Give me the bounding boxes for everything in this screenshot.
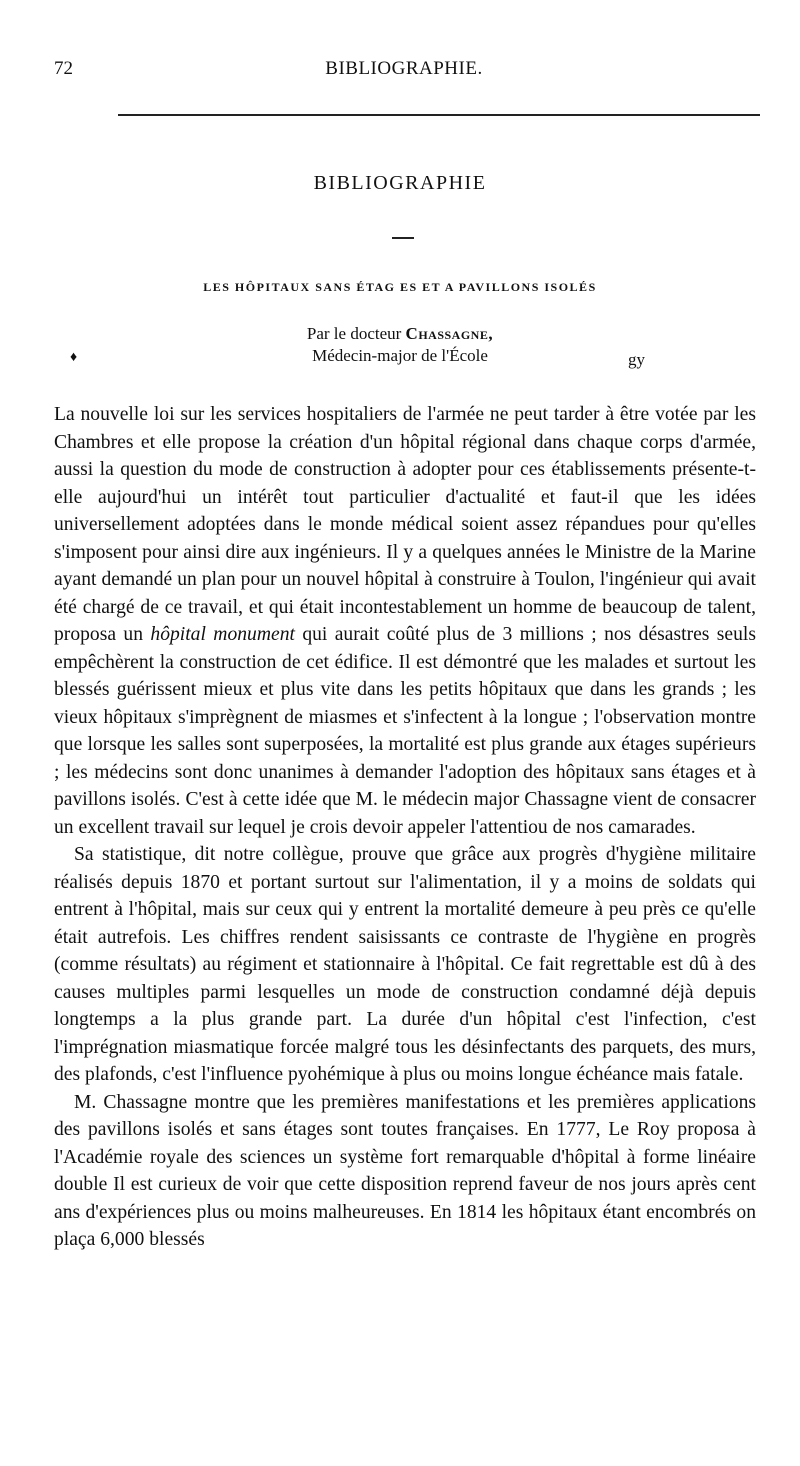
paragraph-1-emphasis: hôpital monument [150, 624, 295, 645]
paragraph-1-text-a: La nouvelle loi sur les services hospitaliers de l'armée ne peut tarder à être votée par les Chambres et elle propose la création d'un hôpital régional dans chaque corps d'armée, aussi la question du mode de construction à adopter pour ces établissements présente-t-elle aujourd'hui un intérêt tout particulier d'actualité et faut-il que les idées universellement adoptées dans le monde médical soient assez répandues pour qu'elles s'imposent pour ainsi dire aux ingénieurs. Il y a quelques années le Ministre de la Marine ayant demandé un plan pour un nouvel hôpital à construire à Toulon, l'ingénieur qui avait été chargé de ce travail, et qui était incontestablement un homme de beaucoup de talent, proposa un [54, 404, 756, 645]
paragraph-2: Sa statistique, dit notre collègue, prouve que grâce aux progrès d'hygiène militaire réalisés depuis 1870 et portant surtout sur l'alimentation, il y a moins de soldats qui entrent à l'hôpital, mais sur ceux qui y entrent la mortalité demeure à peu près ce qu'elle était autrefois. Les chiffres rendent saisissants ce contraste de l'hygiène en progrès (comme résultats) au régiment et stationnaire à l'hôpital. Ce fait regrettable est dû à des causes multiples parmi lesquelles un mode de construction condamné déjà depuis longtemps a la plus grande part. La durée d'un hôpital c'est l'infection, c'est l'imprégnation miasmatique forcée malgré tous les désinfectants des parquets, des murs, des plafonds, c'est l'influence pyohémique à plus ou moins longue échéance mais fatale. [54, 844, 756, 1085]
paragraph-1-text-b: qui aurait coûté plus de 3 millions ; nos désastres seuls empêchèrent la construction de cet édifice. Il est démontré que les malades et surtout les blessés guérissent mieux et plus vite dans les petits hôpitaux que dans les grands ; les vieux hôpitaux s'imprègnent de miasmes et s'infectent à la longue ; l'observation montre que lorsque les salles sont superposées, la mortalité est plus grande aux étages supérieurs ; les médecins sont donc unanimes à demander l'adoption des hôpitaux sans étages et à pavillons isolés. C'est à cette idée que M. le médecin major Chassagne vient de consacrer un excellent travail sur lequel je crois devoir appeler l'attentiou de nos camarades. [54, 624, 756, 838]
section-title: BIBLIOGRAPHIE [313, 172, 487, 194]
stray-mark-right: gy [628, 350, 645, 369]
author-line [0, 324, 800, 344]
paragraph-3: M. Chassagne montre que les premières manifestations et les premières applications des pavillons isolés et sans étages sont toutes françaises. En 1777, Le Roy proposa à l'Académie royale des sciences un système fort remarquable d'hôpital à forme linéaire double Il est curieux de voir que cette disposition reprend faveur de nos jours après cent ans d'expériences plus ou moins malheureuses. En 1814 les hôpitaux étant encombrés on plaça 6,000 blessés [54, 1091, 756, 1250]
article-body [54, 401, 756, 1254]
running-title: BIBLIOGRAPHIE. [325, 58, 483, 79]
running-head [54, 58, 754, 84]
author-name: Chassagne, [405, 324, 494, 343]
author-rank: Médecin-major de l'École [312, 346, 488, 365]
author-prefix: Par le docteur [306, 324, 402, 343]
author-rank-line [0, 346, 800, 366]
paragraph-1 [54, 401, 756, 841]
page-number: 72 [54, 58, 73, 79]
header-rule [118, 114, 760, 116]
article-subtitle: LES HÔPITAUX SANS ÉTAG ES ET A PAVILLONS ISOLÉS [203, 280, 597, 294]
title-divider [392, 237, 414, 239]
stray-mark-left: ♦ [70, 350, 78, 365]
